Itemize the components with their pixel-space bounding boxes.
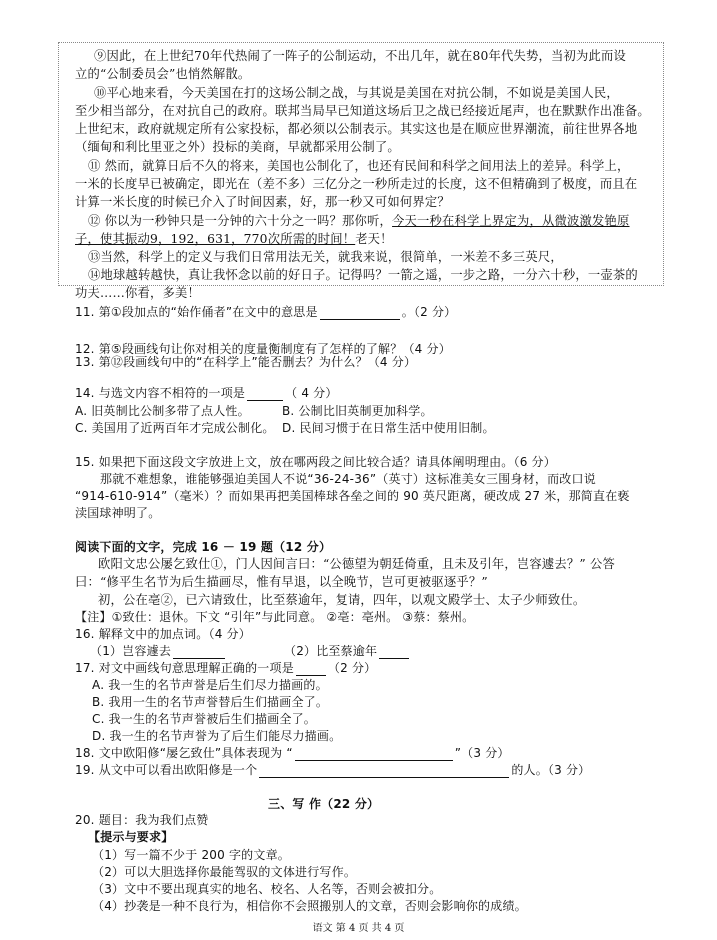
paragraph-11-line-1: ⑪ 然而，就算日后不久的将来，美国也公制化了，也还有民间和科学之间用法上的差异。科学上， [88,159,630,173]
requirement-3: （3）文中不要出现真实的地名、校名、人名等，否则会被扣分。 [92,882,442,896]
question-18-text: 18. 文中欧阳修“屡乞致仕”具体表现为 “ [75,746,293,760]
requirement-1: （1）写一篇不少于 200 字的文章。 [92,848,290,862]
page-footer: 语文 第 4 页 共 4 页 [312,923,405,934]
paragraph-10-line-3: 上世纪末，政府就规定所有公家投标，都必须以公制表示。其实这也是在顺应世界潮流，前往世界各地 [75,122,638,136]
question-19 [75,763,590,778]
paragraph-10-line-2: 至少相当部分，在对抗自己的政府。联邦当局早已知道这场后卫之战已经接近尾声，也在默默作出准备。 [75,104,650,118]
question-15-excerpt-line-3: 渎国球神明了。 [75,506,161,520]
paragraph-11-line-2: 一米的长度早已被确定，即光在（差不多）三亿分之一秒所走过的长度，这不但精确到了极度，而且在 [75,177,638,191]
option-14-a[interactable]: A. 旧英制比公制多带了点人性。 [75,404,250,418]
classical-text-line-3: 初，公在亳②，已六请致仕，比至蔡逾年，复请，四年，以观文殿学士、太子少师致仕。 [98,593,586,607]
paragraph-12-line-1 [88,214,630,229]
question-12: 12. 第⑤段画线句让你对相关的度量衡制度有了怎样的了解？（4 分） [75,342,451,356]
paragraph-12-line-2 [75,232,393,247]
question-14-points: （ 4 分） [285,386,338,400]
paragraph-10-line-1: ⑩平心地来看，今天美国在打的这场公制之战，与其说是美国在对抗公制，不如说是美国人民， [94,86,619,100]
paragraph-12-underlined: 今天一秒在科学上界定为，从微波激发铯原 [392,214,630,228]
answer-blank-16-1[interactable] [173,646,225,659]
answer-blank-19[interactable] [259,765,509,778]
answer-blank-17[interactable] [296,663,326,676]
question-19-text: 19. 从文中可以看出欧阳修是一个 [75,763,258,777]
section-3-heading: 三、写 作（22 分） [268,797,380,811]
question-11 [75,305,456,320]
requirement-2: （2）可以大胆选择你最能驾驭的文体进行写作。 [92,865,357,879]
question-13: 13. 第⑫段画线句中的“在科学上”能否删去？为什么？（4 分） [75,355,417,369]
question-17-text: 17. 对文中画线句意思理解正确的一项是 [75,661,294,675]
answer-blank-16-2[interactable] [379,646,409,659]
option-17-c[interactable]: C. 我一生的名节声誉被后生们描画全了。 [92,712,317,726]
question-17 [75,661,376,676]
answer-blank-14[interactable] [247,388,283,401]
paragraph-12-underlined-cont: 子，使其振动9，192，631，770次所需的时间！ [75,232,356,246]
option-17-a[interactable]: A. 我一生的名节声誉是后生们尽力描画的。 [92,678,328,692]
question-18 [75,746,510,761]
question-15: 15. 如果把下面这段文字放进上文，放在哪两段之间比较合适？请具体阐明理由。（6 分） [75,455,556,469]
question-15-excerpt-line-2: “914-610-914”（毫米）？而如果再把美国棒球各垒之间的 90 英尺距离，硬改成 27 米，那简直在亵 [75,489,630,503]
paragraph-11-line-3: 计算一米长度的时候已介入了时间因素，好，那一秒又可如何界定？ [75,195,450,209]
question-17-points: （2 分） [327,661,377,675]
question-16: 16. 解释文中的加点词。（4 分） [75,627,251,641]
question-11-text: 11. 第①段加点的“始作俑者”在文中的意思是 [75,305,318,319]
option-17-b[interactable]: B. 我用一生的名节声誉替后生们描画全了。 [92,695,329,709]
question-14-text: 14. 与选文内容不相符的一项是 [75,386,246,400]
paragraph-12-text: ⑫ 你以为一秒钟只是一分钟的六十分之一吗？那你听， [88,214,393,228]
question-11-points: 。（2 分） [401,305,457,319]
answer-blank-11[interactable] [320,307,400,320]
classical-text-line-2: 曰：“修平生名节为后生描画尽，惟有早退，以全晚节，岂可更被驱逐乎？” [75,575,488,589]
answer-blank-18[interactable] [295,748,453,761]
question-20: 20. 题目：我为我们点赞 [75,813,209,827]
paragraph-12-tail: 老天！ [355,232,393,246]
option-14-b[interactable]: B. 公制比旧英制更加科学。 [282,404,433,418]
paragraph-9-line-1: ⑨因此，在上世纪70年代热闹了一阵子的公制运动，不出几年，就在80年代失势，当初为此而设 [94,49,626,63]
question-16-item-1 [90,644,227,659]
paragraph-13-line-1: ⑬当然，科学上的定义与我们日常用法无关，就我来说，很简单，一米差不多三英尺， [88,250,563,264]
paragraph-14-line-1: ⑭地球越转越快，真让我怀念以前的好日子。记得吗？一箭之遥，一步之路，一分六十秒，一壶茶的 [88,268,638,282]
paragraph-10-line-4: （缅甸和利比里亚之外）投标的美商，早就都采用公制了。 [75,140,400,154]
option-17-d[interactable]: D. 我一生的名节声誉为了后生们能尽力描画。 [92,729,342,743]
question-18-points: ”（3 分） [454,746,510,760]
paragraph-14-line-2: 功夫……你看，多美！ [75,286,200,300]
classical-text-note: 【注】①致仕：退休。下文 “引年”与此同意。 ②亳：亳州。 ③蔡：蔡州。 [75,610,475,624]
requirements-title: 【提示与要求】 [88,830,174,844]
question-16-item-2 [284,644,411,659]
option-14-d[interactable]: D. 民间习惯于在日常生活中使用旧制。 [282,421,495,435]
question-15-excerpt-line-1: 那就不难想象，谁能够强迫美国人不说“36-24-36”（英寸）这标准美女三围身材，而改口说 [100,472,596,486]
option-14-c[interactable]: C. 美国用了近两百年才完成公制化。 [75,421,275,435]
question-16-item-2-text: （2）比至蔡逾年 [284,644,378,658]
classical-text-line-1: 欧阳文忠公屡乞致仕①，门人因间言曰：“公德望为朝廷倚重，且未及引年，岂容遽去？” 公答 [98,557,615,571]
paragraph-9-line-2: 立的“公制委员会”也悄然解散。 [75,67,251,81]
requirement-4: （4）抄袭是一种不良行为，相信你不会照搬别人的文章，否则会影响你的成绩。 [92,899,527,913]
question-14 [75,386,338,401]
question-16-item-1-text: （1）岂容遽去 [90,644,172,658]
question-19-points: 的人。（3 分） [511,763,591,777]
section-2-heading: 阅读下面的文字，完成 16 － 19 题（12 分） [75,540,332,554]
